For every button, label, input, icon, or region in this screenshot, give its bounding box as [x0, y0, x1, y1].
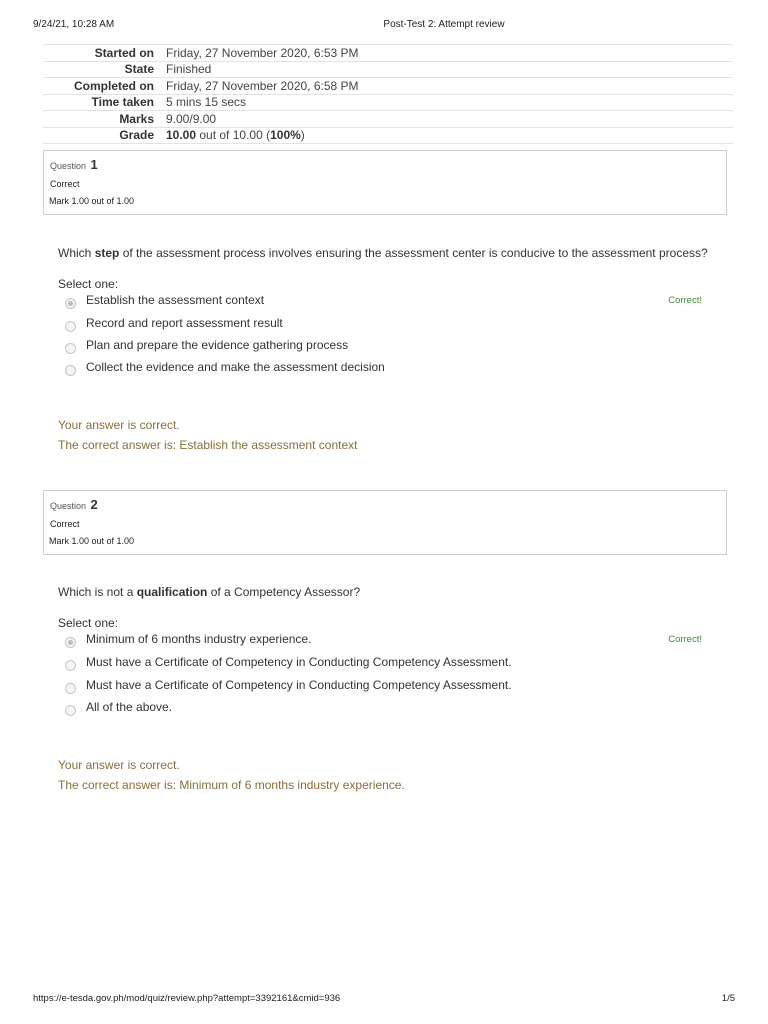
- summary-label: Time taken: [43, 94, 166, 111]
- general-feedback: Your answer is correct.: [58, 418, 180, 432]
- correct-feedback: Correct!: [668, 634, 702, 645]
- answer-label: Minimum of 6 months industry experience.: [86, 632, 312, 646]
- question-1-text: [58, 246, 708, 260]
- summary-value: Friday, 27 November 2020, 6:58 PM: [166, 78, 733, 95]
- answer-option[interactable]: [58, 316, 706, 336]
- question-number: [50, 157, 98, 172]
- radio-button[interactable]: [65, 321, 76, 332]
- answer-option[interactable]: [58, 360, 706, 380]
- radio-button[interactable]: [65, 343, 76, 354]
- answer-option[interactable]: [58, 678, 706, 698]
- question-text-end: of a Competency Assessor?: [207, 585, 361, 599]
- question-mark: Mark 1.00 out of 1.00: [49, 196, 135, 206]
- radio-button[interactable]: [65, 705, 76, 716]
- answer-option[interactable]: [58, 338, 706, 358]
- grade-percent: 100%: [270, 128, 301, 143]
- question-2-text: [58, 585, 360, 599]
- summary-value: 5 mins 15 secs: [166, 94, 733, 111]
- grade-value: [166, 127, 733, 144]
- summary-label: Marks: [43, 111, 166, 128]
- print-page-number: 1/5: [721, 993, 735, 1004]
- select-one-prompt: Select one:: [58, 277, 119, 291]
- answer-label: All of the above.: [86, 700, 173, 714]
- answer-option[interactable]: [58, 655, 706, 675]
- print-header: [0, 19, 768, 33]
- print-url: https://e-tesda.gov.ph/mod/quiz/review.php?attempt=3392161&cmid=936: [33, 993, 341, 1004]
- question-number-value: 2: [90, 497, 98, 512]
- question-2-info: [43, 490, 727, 555]
- print-title: Post-Test 2: Attempt review: [383, 19, 505, 30]
- question-text-bold: step: [94, 246, 120, 260]
- question-number-value: 1: [90, 157, 98, 172]
- answer-option[interactable]: [58, 700, 706, 720]
- summary-row-time-taken: [43, 94, 733, 111]
- print-datetime: 9/24/21, 10:28 AM: [33, 19, 115, 30]
- summary-row-state: [43, 61, 733, 78]
- radio-button[interactable]: [65, 637, 76, 648]
- question-state: Correct: [50, 179, 80, 189]
- summary-label: Grade: [43, 127, 166, 144]
- grade-close: ): [300, 128, 305, 143]
- summary-row-started: [43, 45, 733, 62]
- answer-label: Must have a Certificate of Competency in Conducting Competency Assessment.: [86, 655, 512, 669]
- answer-option[interactable]: [58, 632, 706, 652]
- question-text-bold: qualification: [136, 585, 208, 599]
- question-state: Correct: [50, 519, 80, 529]
- grade-score: 10.00: [166, 128, 197, 143]
- answer-option[interactable]: [58, 293, 706, 313]
- summary-value: 9.00/9.00: [166, 111, 733, 128]
- summary-value: Finished: [166, 61, 733, 78]
- general-feedback: Your answer is correct.: [58, 758, 180, 772]
- summary-row-completed: [43, 78, 733, 95]
- right-answer: The correct answer is: Minimum of 6 months industry experience.: [58, 778, 405, 792]
- question-mark: Mark 1.00 out of 1.00: [49, 536, 135, 546]
- summary-label: Started on: [43, 45, 166, 62]
- answer-label: Plan and prepare the evidence gathering process: [86, 338, 349, 352]
- radio-button[interactable]: [65, 298, 76, 309]
- question-text-start: Which: [58, 246, 95, 260]
- radio-button[interactable]: [65, 660, 76, 671]
- summary-label: Completed on: [43, 78, 166, 95]
- radio-button[interactable]: [65, 683, 76, 694]
- question-text-end: of the assessment process involves ensuring the assessment center is conducive to the assessment process?: [119, 246, 708, 260]
- question-1-info: [43, 150, 727, 215]
- select-one-prompt: Select one:: [58, 616, 119, 630]
- summary-row-marks: [43, 111, 733, 128]
- attempt-summary-table: [43, 44, 733, 144]
- print-footer: [0, 993, 768, 1007]
- summary-label: State: [43, 61, 166, 78]
- answer-label: Collect the evidence and make the assessment decision: [86, 360, 385, 374]
- answer-label: Must have a Certificate of Competency in Conducting Competency Assessment.: [86, 678, 512, 692]
- question-label: Question: [50, 161, 87, 171]
- question-number: [50, 497, 98, 512]
- summary-row-grade: [43, 127, 733, 144]
- correct-feedback: Correct!: [668, 295, 702, 306]
- answer-label: Record and report assessment result: [86, 316, 283, 330]
- answer-label: Establish the assessment context: [86, 293, 265, 307]
- radio-button[interactable]: [65, 365, 76, 376]
- summary-value: Friday, 27 November 2020, 6:53 PM: [166, 45, 733, 62]
- question-text-start: Which is not a: [58, 585, 137, 599]
- question-label: Question: [50, 501, 87, 511]
- right-answer: The correct answer is: Establish the assessment context: [58, 438, 358, 452]
- grade-out-of: out of 10.00 (: [196, 128, 271, 143]
